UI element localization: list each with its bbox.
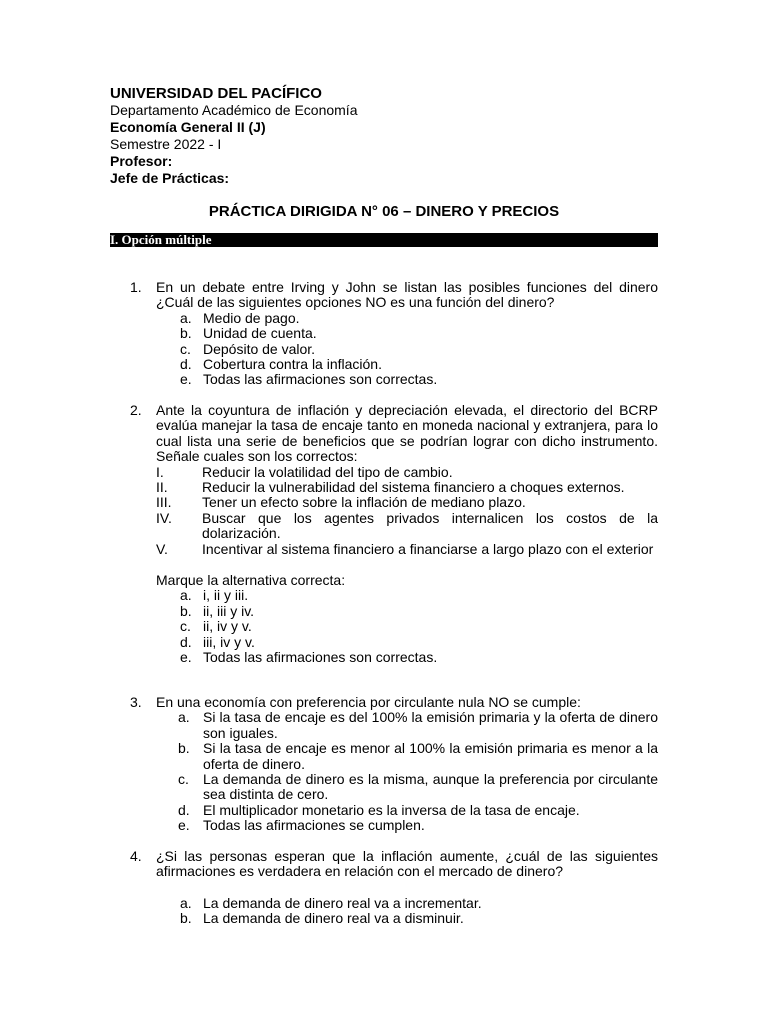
option-list <box>180 896 658 927</box>
option-item: a. La demanda de dinero real va a incrementar. <box>180 894 482 911</box>
university-name: UNIVERSIDAD DEL PACÍFICO <box>110 85 322 102</box>
course-name: Economía General II (J) <box>110 119 266 135</box>
question-4 <box>130 849 658 927</box>
question-text: En una economía con preferencia por circulante nula NO se cumple: <box>156 694 581 710</box>
option-item: c. ii, iv y v. <box>180 618 252 635</box>
statement-item: II. Reducir la vulnerabilidad del sistema financiero a choques externos. <box>156 479 625 496</box>
question-number: 1. <box>130 279 142 295</box>
option-list <box>180 311 658 388</box>
option-item: a. Medio de pago. <box>180 309 300 326</box>
option-item: a. Si la tasa de encaje es del 100% la emisión primaria y la oferta de dinero son iguales. <box>178 709 658 741</box>
option-item: c. Depósito de valor. <box>180 340 316 357</box>
option-item: c. La demanda de dinero es la misma, aunque la preferencia por circulante sea distinta de cero. <box>178 771 658 803</box>
option-item: b. Si la tasa de encaje es menor al 100% la emisión primaria es menor a la oferta de dinero. <box>178 740 658 772</box>
question-2 <box>130 403 658 666</box>
option-item: a. i, ii y iii. <box>180 587 249 604</box>
question-number: 2. <box>130 402 142 418</box>
question-3 <box>130 695 658 834</box>
page-title: PRÁCTICA DIRIGIDA N° 06 – DINERO Y PRECIOS <box>208 203 560 220</box>
professor-label: Profesor: <box>110 153 173 169</box>
department-name: Departamento Académico de Economía <box>110 102 358 118</box>
answer-prompt: Marque la alternativa correcta: <box>156 572 346 589</box>
option-item: d. iii, iv y v. <box>180 633 255 650</box>
statement-item: IV. Buscar que los agentes privados internalicen los costos de la dolarización. <box>156 509 658 542</box>
option-item: e. Todas las afirmaciones se cumplen. <box>178 817 425 834</box>
statement-item: III. Tener un efecto sobre la inflación de mediano plazo. <box>156 494 526 511</box>
statement-item: V. Incentivar al sistema financiero a financiarse a largo plazo con el exterior <box>156 540 654 557</box>
question-text: ¿Si las personas esperan que la inflación aumente, ¿cuál de las siguientes afirmaciones es verdadera en relación con el mercado de dinero? <box>156 848 658 880</box>
option-item: b. Unidad de cuenta. <box>180 325 317 342</box>
question-text: En un debate entre Irving y John se listan las posibles funciones del dinero ¿Cuál de las siguientes opciones NO es una función del dinero? <box>156 279 658 311</box>
option-list <box>180 588 658 665</box>
option-item: b. La demanda de dinero real va a disminuir. <box>180 910 464 927</box>
question-text: Ante la coyuntura de inflación y depreciación elevada, el directorio del BCRP evalúa manejar la tasa de encaje tanto en moneda nacional y extranjera, para lo cual lista una serie de beneficios que se podrían lograr con dicho instrumento. Señale cuales son los correctos: <box>156 402 658 465</box>
option-item: b. ii, iii y iv. <box>180 602 255 619</box>
statement-item: I. Reducir la volatilidad del tipo de cambio. <box>156 463 453 480</box>
question-number: 4. <box>130 848 142 864</box>
option-list <box>178 710 658 833</box>
section-heading: I. Opción múltiple <box>110 233 658 247</box>
semester: Semestre 2022 - I <box>110 136 222 152</box>
statement-list <box>156 465 658 557</box>
option-item: e. Todas las afirmaciones son correctas. <box>180 649 438 666</box>
question-number: 3. <box>130 694 142 710</box>
question-1 <box>130 280 658 388</box>
ta-label: Jefe de Prácticas: <box>110 170 230 186</box>
option-item: d. Cobertura contra la inflación. <box>180 356 382 373</box>
option-item: d. El multiplicador monetario es la inversa de la tasa de encaje. <box>178 801 580 818</box>
option-item: e. Todas las afirmaciones son correctas. <box>180 371 438 388</box>
document-header <box>110 85 670 187</box>
